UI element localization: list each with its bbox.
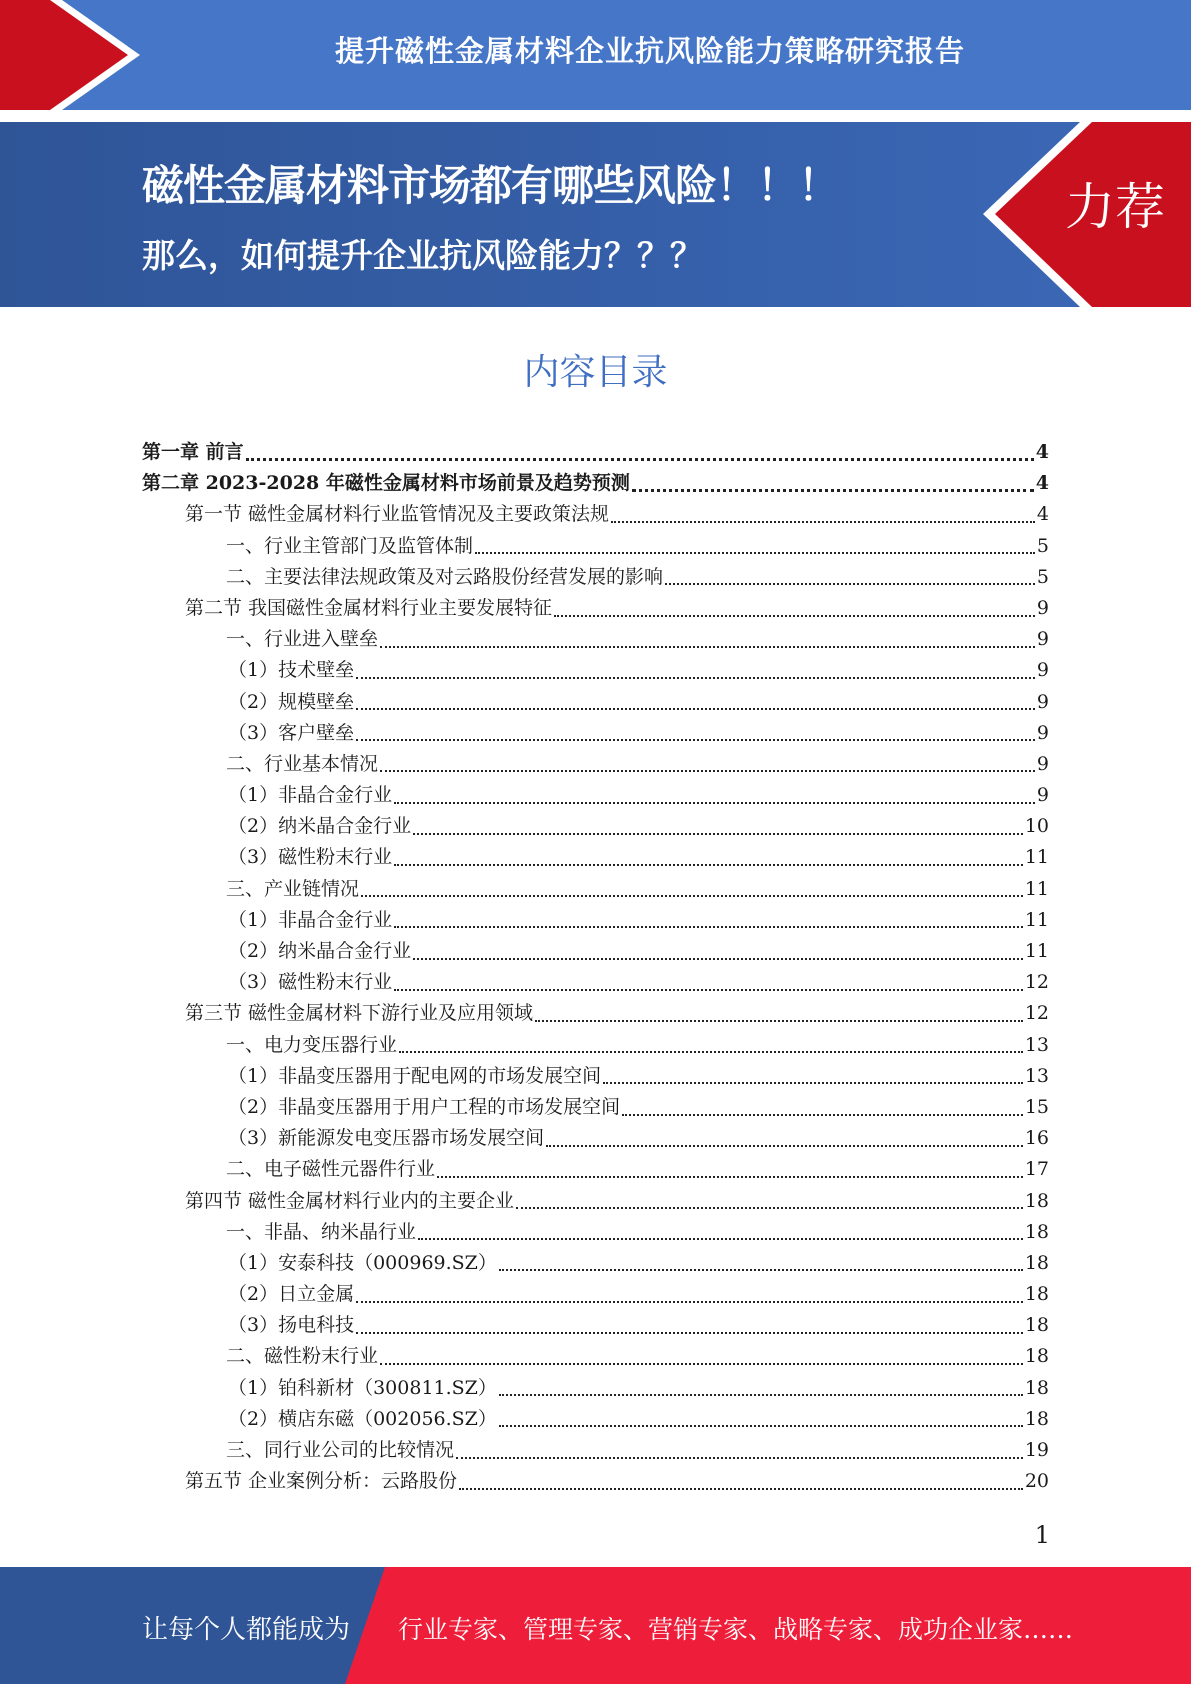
- toc-entry-label: 二、磁性粉末行业: [226, 1345, 379, 1368]
- toc-entry-page: 9: [1036, 721, 1049, 744]
- toc-entry-page: 5: [1036, 565, 1049, 588]
- toc-entry[interactable]: [142, 468, 1049, 499]
- toc-entry-label: 第五节 企业案例分析：云路股份: [185, 1470, 458, 1493]
- toc-entry-page: 9: [1036, 690, 1049, 713]
- toc-entry-label: （2）纳米晶合金行业: [228, 815, 412, 838]
- toc-entry[interactable]: [142, 718, 1049, 749]
- toc-entry[interactable]: [142, 1373, 1049, 1404]
- toc-entry-label: （2）纳米晶合金行业: [228, 940, 412, 962]
- toc-dot-leader: [499, 1269, 1023, 1271]
- toc-entry-page: 13: [1024, 1064, 1049, 1087]
- toc-entry[interactable]: [142, 780, 1049, 811]
- toc-dot-leader: [246, 458, 1034, 461]
- toc-heading: 内容目录: [523, 352, 668, 393]
- toc-entry-page: 4: [1035, 441, 1049, 463]
- toc-entry-page: 18: [1024, 1345, 1049, 1368]
- toc-entry-label: （2）横店东磁（002056.SZ）: [228, 1407, 497, 1430]
- toc-entry-page: 11: [1024, 877, 1049, 900]
- toc-entry-page: 18: [1024, 1189, 1049, 1212]
- toc-entry-page: 18: [1024, 1251, 1049, 1274]
- toc-dot-leader: [394, 989, 1023, 991]
- toc-entry[interactable]: [142, 1404, 1049, 1435]
- toc-dot-leader: [361, 895, 1023, 897]
- toc-entry[interactable]: [142, 1217, 1049, 1248]
- footer-slogan-right: 行业专家、管理专家、营销专家、战略专家、成功企业家……: [398, 1615, 1074, 1644]
- toc-entry-page: 11: [1024, 908, 1049, 931]
- toc-entry-page: 20: [1024, 1470, 1049, 1493]
- toc-dot-leader: [665, 583, 1035, 585]
- toc-entry-page: 13: [1024, 1033, 1049, 1056]
- toc-entry-page: 18: [1024, 1376, 1049, 1399]
- toc-entry-label: （3）扬电科技: [228, 1314, 355, 1337]
- toc-entry[interactable]: [142, 1248, 1049, 1279]
- toc-entry-label: （3）新能源发电变压器市场发展空间: [228, 1127, 545, 1150]
- toc-entry[interactable]: [142, 624, 1049, 655]
- toc-dot-leader: [554, 615, 1035, 617]
- toc-entry[interactable]: [142, 655, 1049, 686]
- toc-entry-page: 4: [1035, 472, 1049, 495]
- toc-dot-leader: [475, 552, 1035, 554]
- toc-entry-label: 第四节 磁性金属材料行业内的主要企业: [185, 1189, 515, 1212]
- toc-dot-leader: [535, 1020, 1023, 1022]
- recommend-badge: 力荐: [1065, 178, 1165, 236]
- toc-entry[interactable]: [142, 998, 1049, 1029]
- toc-dot-leader: [516, 1207, 1023, 1209]
- toc-entry[interactable]: [142, 1186, 1049, 1217]
- toc-entry[interactable]: [142, 1435, 1049, 1466]
- toc-entry[interactable]: [142, 874, 1049, 905]
- toc-entry-page: 9: [1036, 628, 1049, 651]
- toc-entry-page: 9: [1036, 659, 1049, 682]
- toc-dot-leader: [603, 1082, 1023, 1084]
- toc-entry[interactable]: [142, 499, 1049, 530]
- toc-entry[interactable]: [142, 531, 1049, 562]
- toc-entry[interactable]: [142, 1061, 1049, 1092]
- toc-entry-label: 一、行业进入壁垒: [226, 628, 379, 651]
- toc-entry-label: 二、行业基本情况: [226, 752, 379, 775]
- toc-entry-page: 4: [1036, 503, 1049, 526]
- toc-entry-page: 18: [1024, 1220, 1049, 1243]
- toc-entry-label: 三、产业链情况: [226, 877, 360, 900]
- toc-entry[interactable]: [142, 811, 1049, 842]
- footer-slogan-left: 让每个人都能成为: [142, 1615, 351, 1645]
- toc-dot-leader: [459, 1488, 1023, 1490]
- toc-dot-leader: [356, 1332, 1023, 1334]
- toc-entry-label: （1）非晶合金行业: [228, 908, 393, 931]
- toc-entry-label: （2）规模壁垒: [228, 690, 355, 713]
- toc-entry-label: （1）铂科新材（300811.SZ）: [228, 1376, 497, 1399]
- toc-dot-leader: [394, 864, 1023, 866]
- toc-entry[interactable]: [142, 1310, 1049, 1341]
- toc-entry-page: 18: [1024, 1283, 1049, 1306]
- toc-entry-page: 18: [1024, 1407, 1049, 1430]
- toc-entry[interactable]: [142, 437, 1049, 468]
- toc-entry-label: （3）磁性粉末行业: [228, 846, 393, 869]
- toc-entry-page: 12: [1024, 971, 1049, 994]
- toc-entry-label: 第二章 2023-2028 年磁性金属材料市场前景及趋势预测: [142, 472, 630, 495]
- toc-dot-leader: [356, 1301, 1023, 1303]
- toc-dot-leader: [418, 1238, 1023, 1240]
- toc-entry-label: （2）日立金属: [228, 1283, 355, 1306]
- toc-entry-label: 三、同行业公司的比较情况: [226, 1439, 455, 1461]
- toc-entry-page: 12: [1024, 1002, 1049, 1025]
- toc-entry[interactable]: [142, 936, 1049, 967]
- toc-entry-label: （1）非晶变压器用于配电网的市场发展空间: [228, 1064, 602, 1087]
- toc-entry[interactable]: [142, 1123, 1049, 1154]
- toc-entry-label: （3）客户壁垒: [228, 721, 355, 744]
- toc-entry[interactable]: [142, 1154, 1049, 1185]
- toc-dot-leader: [546, 1145, 1023, 1147]
- toc-dot-leader: [499, 1394, 1023, 1396]
- toc-dot-leader: [380, 770, 1035, 772]
- toc-entry-page: 9: [1036, 596, 1049, 619]
- toc-entry-page: 19: [1024, 1439, 1049, 1461]
- toc-entry-label: 第三节 磁性金属材料下游行业及应用领域: [185, 1002, 534, 1025]
- toc-entry-label: （1）技术壁垒: [228, 659, 355, 682]
- toc-entry[interactable]: [142, 1341, 1049, 1372]
- toc-entry-label: 一、非晶、纳米晶行业: [226, 1220, 417, 1243]
- toc-entry[interactable]: [142, 1092, 1049, 1123]
- toc-entry-page: 10: [1024, 815, 1049, 838]
- toc-dot-leader: [456, 1457, 1023, 1459]
- toc-entry-label: 二、电子磁性元器件行业: [226, 1158, 436, 1181]
- toc-entry[interactable]: [142, 1466, 1049, 1497]
- page-number: 1: [1034, 1521, 1050, 1549]
- toc-entry-page: 11: [1024, 846, 1049, 869]
- toc-entry[interactable]: [142, 905, 1049, 936]
- toc-dot-leader: [356, 677, 1035, 679]
- toc-dot-leader: [611, 521, 1035, 523]
- toc-entry-label: 一、电力变压器行业: [226, 1033, 398, 1056]
- toc-list: [142, 437, 1049, 1497]
- toc-entry-page: 9: [1036, 784, 1049, 807]
- toc-entry-page: 17: [1024, 1158, 1049, 1181]
- toc-dot-leader: [622, 1114, 1023, 1116]
- toc-entry[interactable]: [142, 749, 1049, 780]
- toc-entry-label: 二、主要法律法规政策及对云路股份经营发展的影响: [226, 565, 664, 588]
- toc-entry-page: 9: [1036, 752, 1049, 775]
- report-title: 提升磁性金属材料企业抗风险能力策略研究报告: [334, 34, 965, 68]
- toc-dot-leader: [413, 833, 1023, 835]
- toc-dot-leader: [413, 958, 1023, 960]
- toc-entry-page: 16: [1024, 1127, 1049, 1150]
- hero-headline: 磁性金属材料市场都有哪些风险！！！: [142, 161, 840, 210]
- toc-entry-page: 18: [1024, 1314, 1049, 1337]
- toc-entry[interactable]: [142, 1030, 1049, 1061]
- toc-entry-page: 5: [1036, 534, 1049, 557]
- toc-entry-label: 第二节 我国磁性金属材料行业主要发展特征: [185, 596, 553, 619]
- toc-entry-page: 11: [1024, 940, 1049, 962]
- toc-entry-label: （1）非晶合金行业: [228, 784, 393, 807]
- toc-entry[interactable]: [142, 1279, 1049, 1310]
- toc-dot-leader: [380, 646, 1035, 648]
- toc-dot-leader: [380, 1363, 1023, 1365]
- toc-entry[interactable]: [142, 687, 1049, 718]
- toc-entry-label: （2）非晶变压器用于用户工程的市场发展空间: [228, 1095, 621, 1118]
- toc-dot-leader: [356, 708, 1035, 710]
- toc-entry[interactable]: [142, 842, 1049, 873]
- toc-entry-page: 15: [1024, 1095, 1049, 1118]
- toc-entry-label: 第一章 前言: [142, 441, 244, 463]
- toc-entry-label: 一、行业主管部门及监管体制: [226, 534, 474, 557]
- toc-dot-leader: [394, 802, 1035, 804]
- hero-subheadline: 那么，如何提升企业抗风险能力？？？: [142, 236, 703, 275]
- toc-entry-label: 第一节 磁性金属材料行业监管情况及主要政策法规: [185, 503, 610, 526]
- toc-entry-label: （1）安泰科技（000969.SZ）: [228, 1251, 497, 1274]
- toc-entry-label: （3）磁性粉末行业: [228, 971, 393, 994]
- toc-dot-leader: [394, 926, 1023, 928]
- toc-entry[interactable]: [142, 593, 1049, 624]
- toc-dot-leader: [399, 1051, 1023, 1053]
- toc-dot-leader: [632, 489, 1034, 492]
- toc-entry[interactable]: [142, 562, 1049, 593]
- toc-entry[interactable]: [142, 967, 1049, 998]
- toc-dot-leader: [437, 1176, 1023, 1178]
- toc-dot-leader: [356, 739, 1035, 741]
- toc-dot-leader: [499, 1425, 1023, 1427]
